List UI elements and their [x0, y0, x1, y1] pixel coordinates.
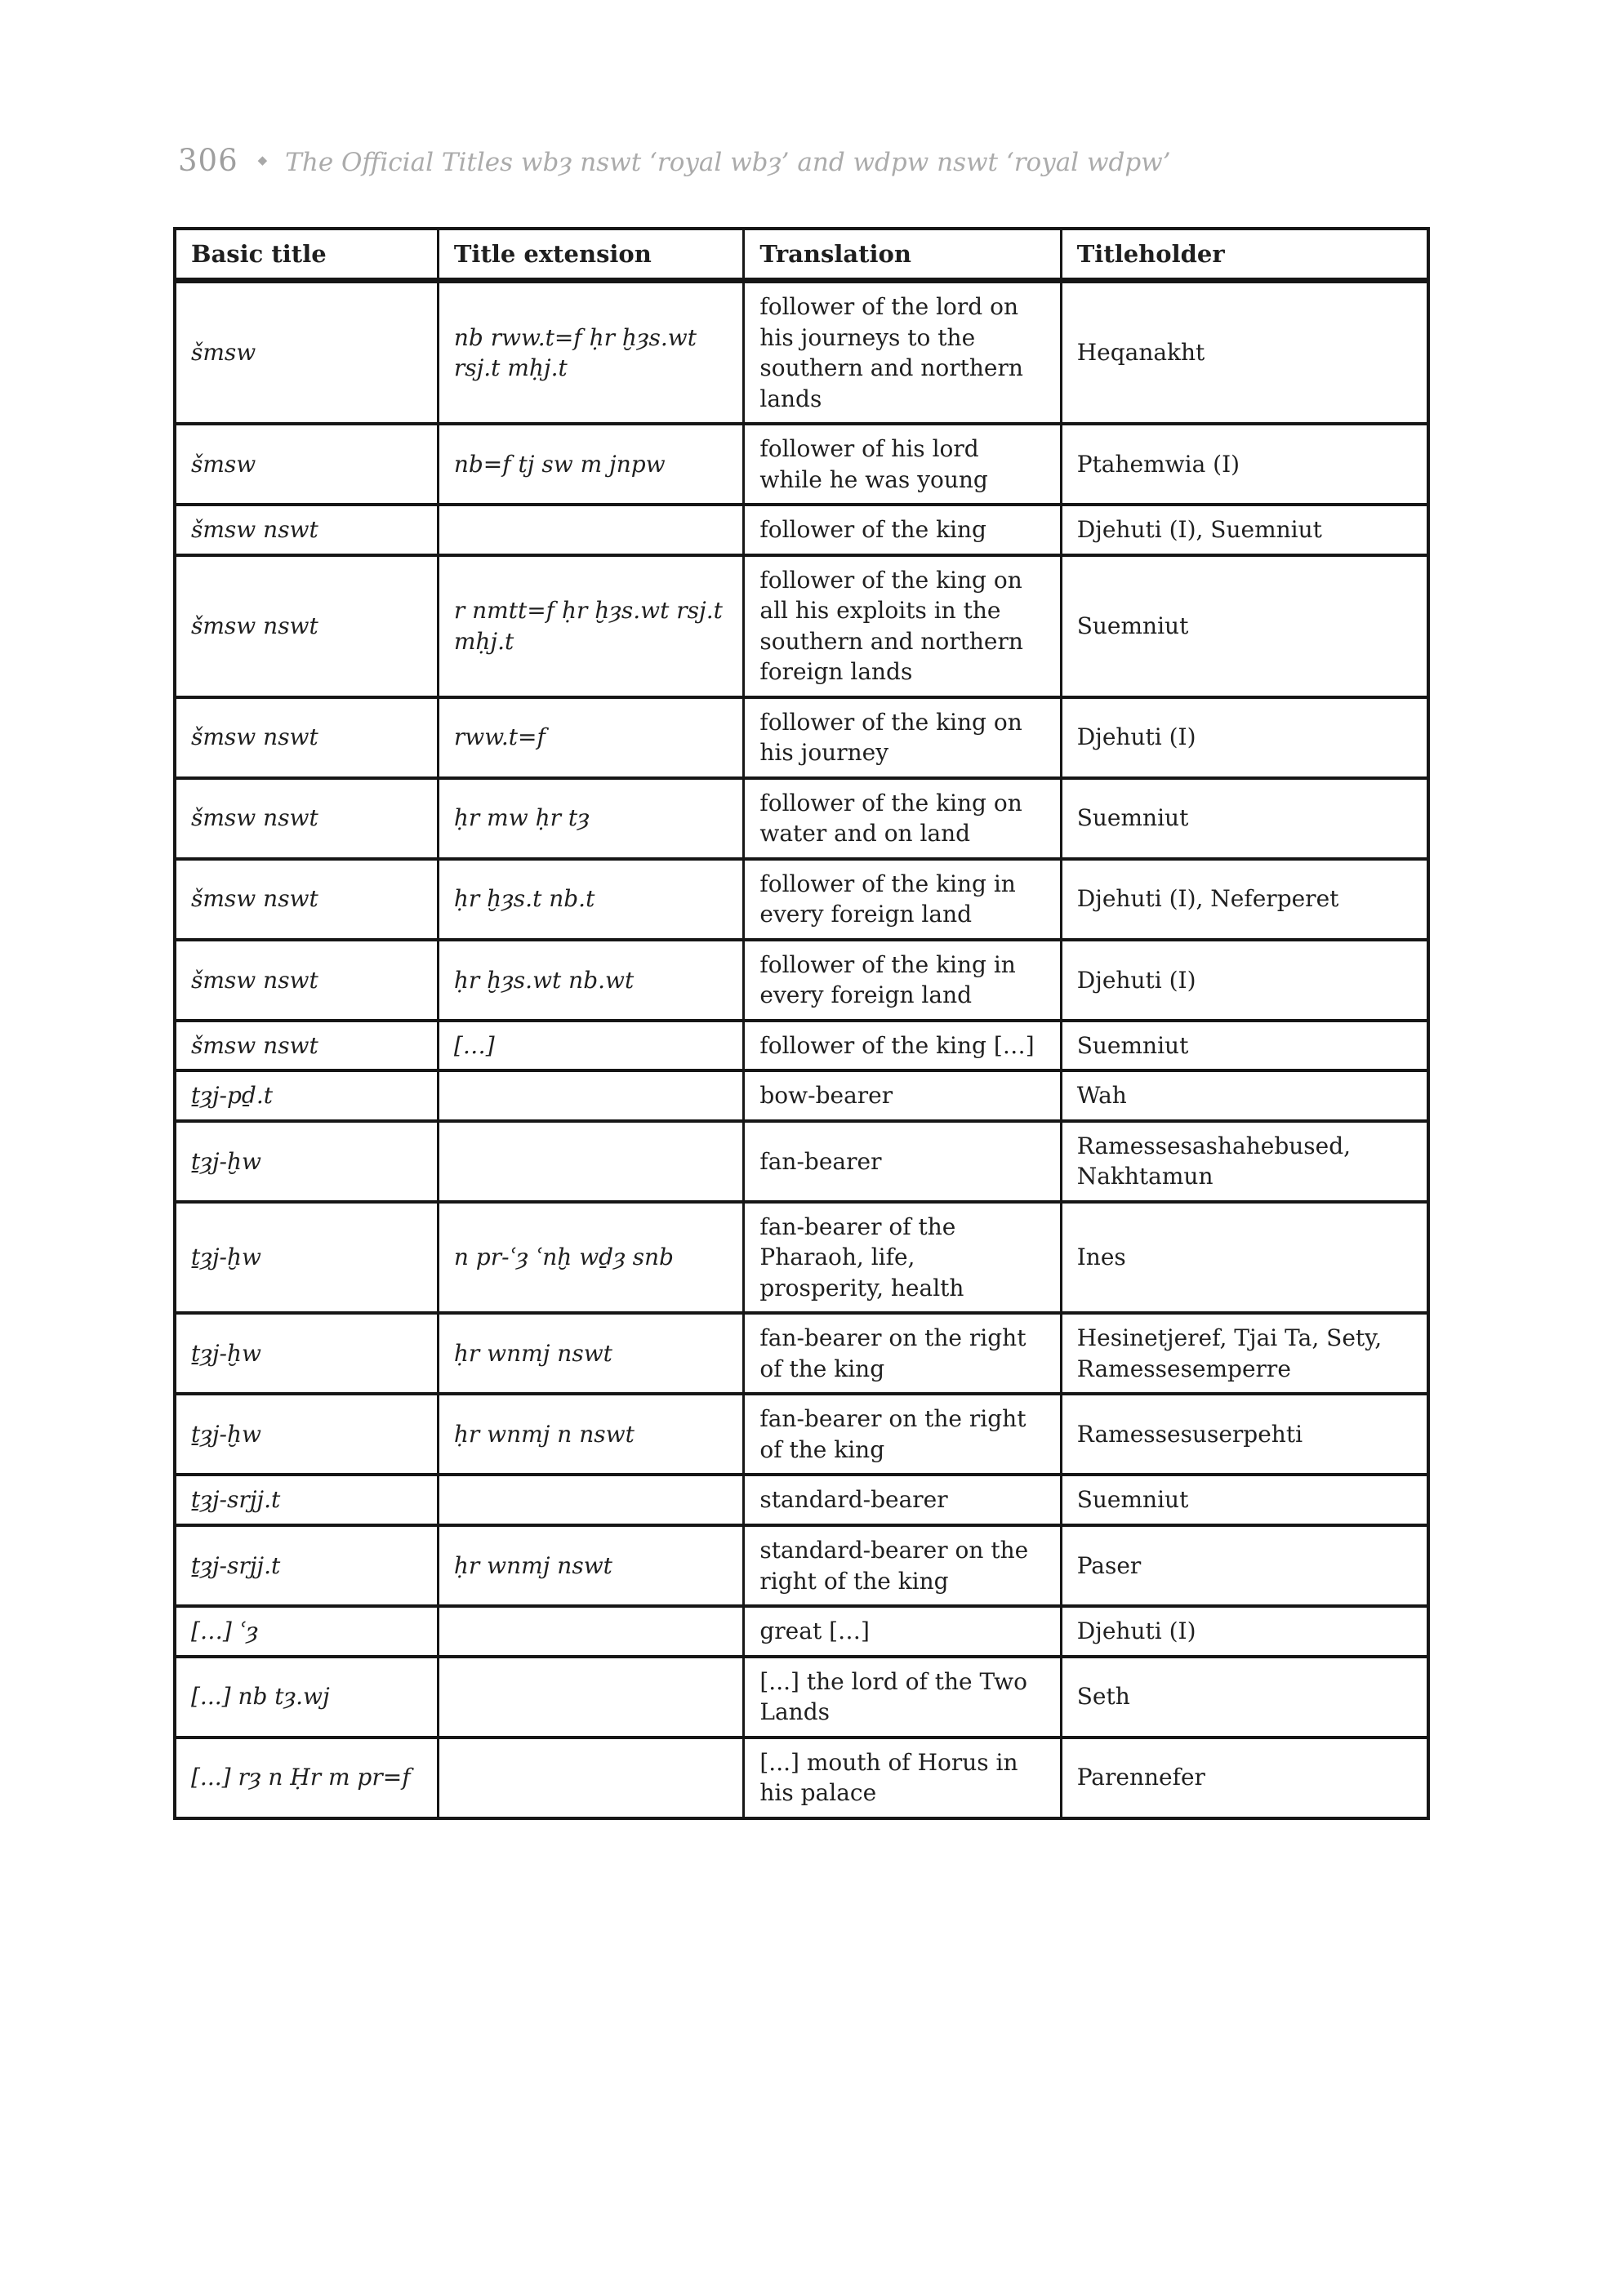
bullet-separator-icon: ◆	[257, 153, 268, 167]
cell-basic-title: šmsw nswt	[175, 859, 438, 940]
cell-basic-title: šmsw	[175, 281, 438, 425]
cell-basic-title: ṯȝj-ḫw	[175, 1202, 438, 1314]
cell-translation: [...] mouth of Horus in his palace	[744, 1738, 1061, 1818]
table-row	[175, 1313, 1428, 1394]
cell-translation: follower of the king in every foreign land	[744, 940, 1061, 1021]
cell-title-extension	[438, 1606, 744, 1657]
table-header	[175, 229, 1428, 281]
cell-basic-title: šmsw nswt	[175, 505, 438, 555]
cell-title-extension	[438, 1475, 744, 1525]
cell-basic-title: [...] rȝ n Ḥr m pr=f	[175, 1738, 438, 1818]
page-number: 306	[178, 143, 238, 178]
cell-translation: standard-bearer	[744, 1475, 1061, 1525]
cell-basic-title: ṯȝj-srjj.t	[175, 1525, 438, 1606]
cell-titleholder: Ptahemwia (I)	[1061, 424, 1428, 505]
cell-title-extension	[438, 1738, 744, 1818]
cell-title-extension: rww.t=f	[438, 697, 744, 778]
cell-titleholder: Djehuti (I), Neferperet	[1061, 859, 1428, 940]
table-row	[175, 697, 1428, 778]
cell-titleholder: Hesinetjeref, Tjai Ta, Sety, Ramessesemperre	[1061, 1313, 1428, 1394]
cell-title-extension	[438, 1121, 744, 1202]
cell-titleholder: Ramessesuserpehti	[1061, 1394, 1428, 1475]
cell-title-extension: r nmtt=f ḥr ḫȝs.wt rsj.t mḥj.t	[438, 555, 744, 697]
cell-titleholder: Djehuti (I), Suemniut	[1061, 505, 1428, 555]
cell-translation: follower of the lord on his journeys to the southern and northern lands	[744, 281, 1061, 425]
cell-titleholder: Seth	[1061, 1657, 1428, 1738]
cell-title-extension	[438, 1657, 744, 1738]
table-row	[175, 1738, 1428, 1818]
cell-basic-title: ṯȝj-ḫw	[175, 1394, 438, 1475]
cell-titleholder: Heqanakht	[1061, 281, 1428, 425]
cell-translation: [...] the lord of the Two Lands	[744, 1657, 1061, 1738]
column-header-basic-title: Basic title	[175, 229, 438, 281]
cell-translation: fan-bearer	[744, 1121, 1061, 1202]
cell-translation: follower of the king	[744, 505, 1061, 555]
table-row	[175, 1657, 1428, 1738]
cell-basic-title: šmsw	[175, 424, 438, 505]
cell-basic-title: šmsw nswt	[175, 697, 438, 778]
cell-title-extension: ḥr wnmj nswt	[438, 1525, 744, 1606]
titles-table	[173, 227, 1430, 1820]
cell-title-extension	[438, 505, 744, 555]
cell-title-extension: nb=f tj sw m jnpw	[438, 424, 744, 505]
cell-translation: fan-bearer on the right of the king	[744, 1313, 1061, 1394]
cell-basic-title: ṯȝj-ḫw	[175, 1121, 438, 1202]
cell-title-extension: n pr-ʿȝ ʿnḫ wḏȝ snb	[438, 1202, 744, 1314]
running-title: The Official Titles wbȝ nswt ‘royal wbȝ’ and wdpw nswt ‘royal wdpw’	[285, 148, 1171, 177]
cell-translation: follower of the king on all his exploits in the southern and northern foreign lands	[744, 555, 1061, 697]
cell-basic-title: […] ʿȝ	[175, 1606, 438, 1657]
cell-title-extension: ḥr ḫȝs.t nb.t	[438, 859, 744, 940]
table-row	[175, 940, 1428, 1021]
cell-titleholder: Djehuti (I)	[1061, 697, 1428, 778]
cell-title-extension	[438, 1070, 744, 1121]
cell-basic-title: šmsw nswt	[175, 778, 438, 859]
cell-title-extension: […]	[438, 1021, 744, 1071]
table-body	[175, 281, 1428, 1818]
cell-basic-title: šmsw nswt	[175, 555, 438, 697]
column-header-title-extension: Title extension	[438, 229, 744, 281]
cell-translation: follower of the king on water and on land	[744, 778, 1061, 859]
cell-translation: great […]	[744, 1606, 1061, 1657]
cell-basic-title: [...] nb tȝ.wj	[175, 1657, 438, 1738]
cell-basic-title: ṯȝj-srjj.t	[175, 1475, 438, 1525]
table-row	[175, 1121, 1428, 1202]
table-row	[175, 1021, 1428, 1071]
table-header-row	[175, 229, 1428, 281]
table-row	[175, 1525, 1428, 1606]
cell-translation: fan-bearer of the Pharaoh, life, prosperity, health	[744, 1202, 1061, 1314]
cell-basic-title: ṯȝj-ḫw	[175, 1313, 438, 1394]
cell-basic-title: šmsw nswt	[175, 1021, 438, 1071]
table-row	[175, 505, 1428, 555]
cell-titleholder: Wah	[1061, 1070, 1428, 1121]
cell-titleholder: Suemniut	[1061, 1475, 1428, 1525]
table-row	[175, 1070, 1428, 1121]
cell-titleholder: Parennefer	[1061, 1738, 1428, 1818]
cell-titleholder: Paser	[1061, 1525, 1428, 1606]
cell-translation: fan-bearer on the right of the king	[744, 1394, 1061, 1475]
table-row	[175, 1394, 1428, 1475]
table-row	[175, 859, 1428, 940]
cell-titleholder: Suemniut	[1061, 778, 1428, 859]
cell-titleholder: Suemniut	[1061, 555, 1428, 697]
cell-titleholder: Djehuti (I)	[1061, 1606, 1428, 1657]
table-row	[175, 1202, 1428, 1314]
cell-titleholder: Suemniut	[1061, 1021, 1428, 1071]
cell-title-extension: ḥr ḫȝs.wt nb.wt	[438, 940, 744, 1021]
table-row	[175, 1475, 1428, 1525]
table-row	[175, 778, 1428, 859]
column-header-titleholder: Titleholder	[1061, 229, 1428, 281]
cell-translation: follower of his lord while he was young	[744, 424, 1061, 505]
cell-title-extension: ḥr mw ḥr tȝ	[438, 778, 744, 859]
cell-translation: standard-bearer on the right of the king	[744, 1525, 1061, 1606]
cell-titleholder: Ramessesashahebused, Nakhtamun	[1061, 1121, 1428, 1202]
cell-basic-title: ṯȝj-pḏ.t	[175, 1070, 438, 1121]
running-head	[178, 143, 1171, 178]
cell-titleholder: Djehuti (I)	[1061, 940, 1428, 1021]
cell-title-extension: nb rww.t=f ḥr ḫȝs.wt rsj.t mḥj.t	[438, 281, 744, 425]
cell-translation: follower of the king on his journey	[744, 697, 1061, 778]
cell-title-extension: ḥr wnmj nswt	[438, 1313, 744, 1394]
cell-translation: follower of the king […]	[744, 1021, 1061, 1071]
cell-basic-title: šmsw nswt	[175, 940, 438, 1021]
table-row	[175, 424, 1428, 505]
cell-title-extension: ḥr wnmj n nswt	[438, 1394, 744, 1475]
cell-translation: follower of the king in every foreign land	[744, 859, 1061, 940]
cell-titleholder: Ines	[1061, 1202, 1428, 1314]
table-row	[175, 1606, 1428, 1657]
table-row	[175, 555, 1428, 697]
table-row	[175, 281, 1428, 425]
cell-translation: bow-bearer	[744, 1070, 1061, 1121]
column-header-translation: Translation	[744, 229, 1061, 281]
